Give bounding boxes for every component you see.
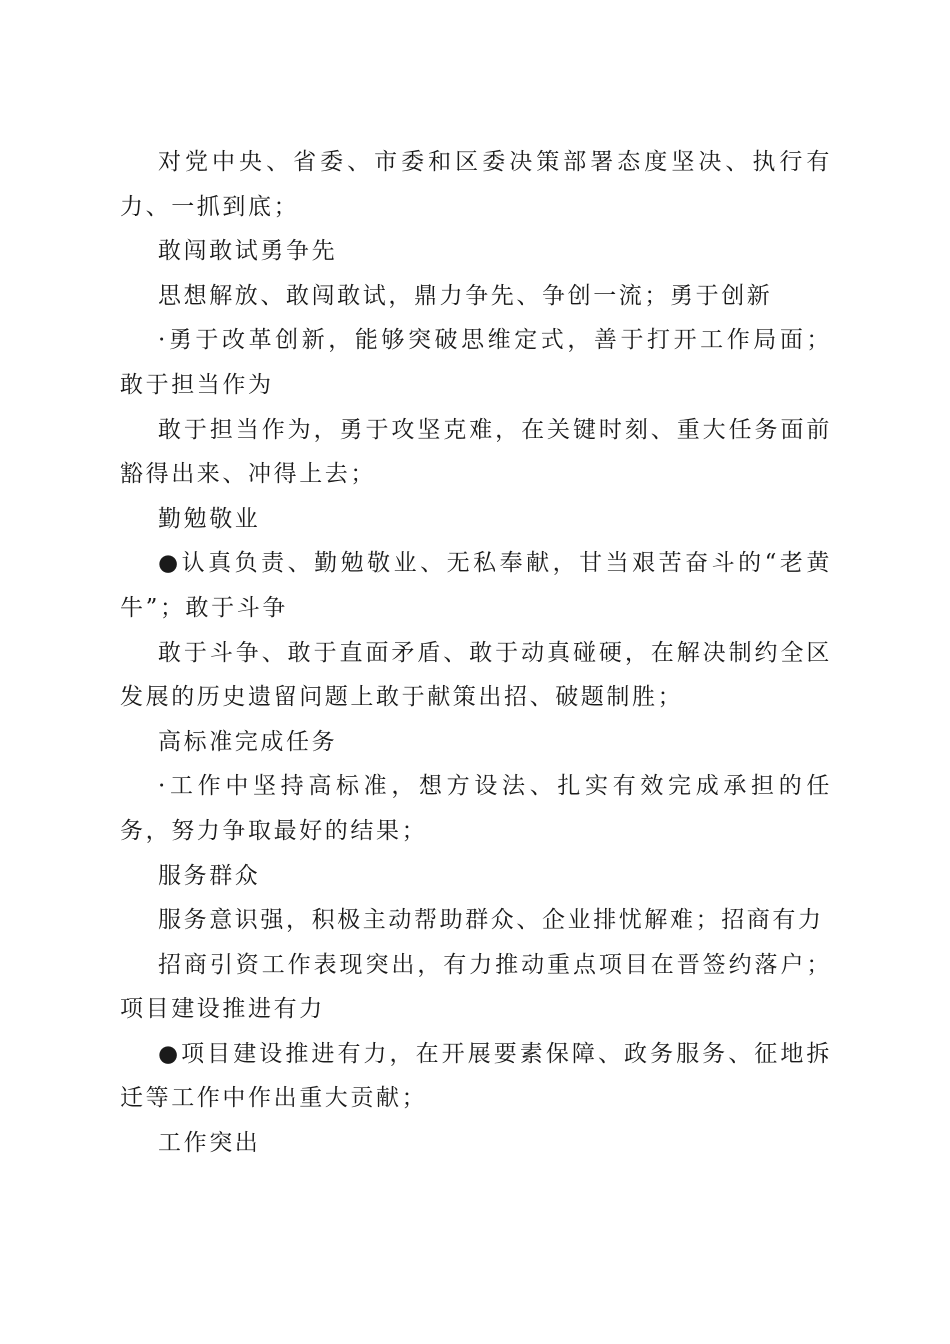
- paragraph: 对党中央、省委、市委和区委决策部署态度坚决、执行有力、一抓到底；: [120, 149, 832, 220]
- paragraph: 工作突出: [158, 1130, 261, 1157]
- paragraph: ●认真负责、勤勉敬业、无私奉献，甘当艰苦奋斗的“老黄牛”；敢于斗争: [120, 550, 832, 621]
- paragraph: 服务意识强，积极主动帮助群众、企业排忧解难；招商有力: [158, 907, 824, 934]
- paragraph: 高标准完成任务: [158, 728, 338, 755]
- paragraph: 敢于担当作为，勇于攻坚克难，在关键时刻、重大任务面前豁得出来、冲得上去；: [120, 416, 832, 488]
- paragraph: 服务群众: [158, 862, 261, 889]
- paragraph: 敢于斗争、敢于直面矛盾、敢于动真碰硬，在解决制约全区发展的历史遗留问题上敢于献策出招、破题制胜；: [120, 639, 832, 711]
- document-body: [120, 140, 832, 1166]
- paragraph: 招商引资工作表现突出，有力推动重点项目在晋签约落户；项目建设推进有力: [120, 951, 832, 1023]
- paragraph: ·工作中坚持高标准，想方设法、扎实有效完成承担的任务，努力争取最好的结果；: [120, 773, 832, 844]
- paragraph: ·勇于改革创新，能够突破思维定式，善于打开工作局面；敢于担当作为: [120, 327, 832, 398]
- paragraph: 勤勉敬业: [158, 505, 261, 532]
- paragraph: 思想解放、敢闯敢试，鼎力争先、争创一流；勇于创新: [158, 282, 773, 309]
- paragraph: 敢闯敢试勇争先: [158, 238, 338, 265]
- paragraph: ●项目建设推进有力，在开展要素保障、政务服务、征地拆迁等工作中作出重大贡献；: [120, 1040, 832, 1112]
